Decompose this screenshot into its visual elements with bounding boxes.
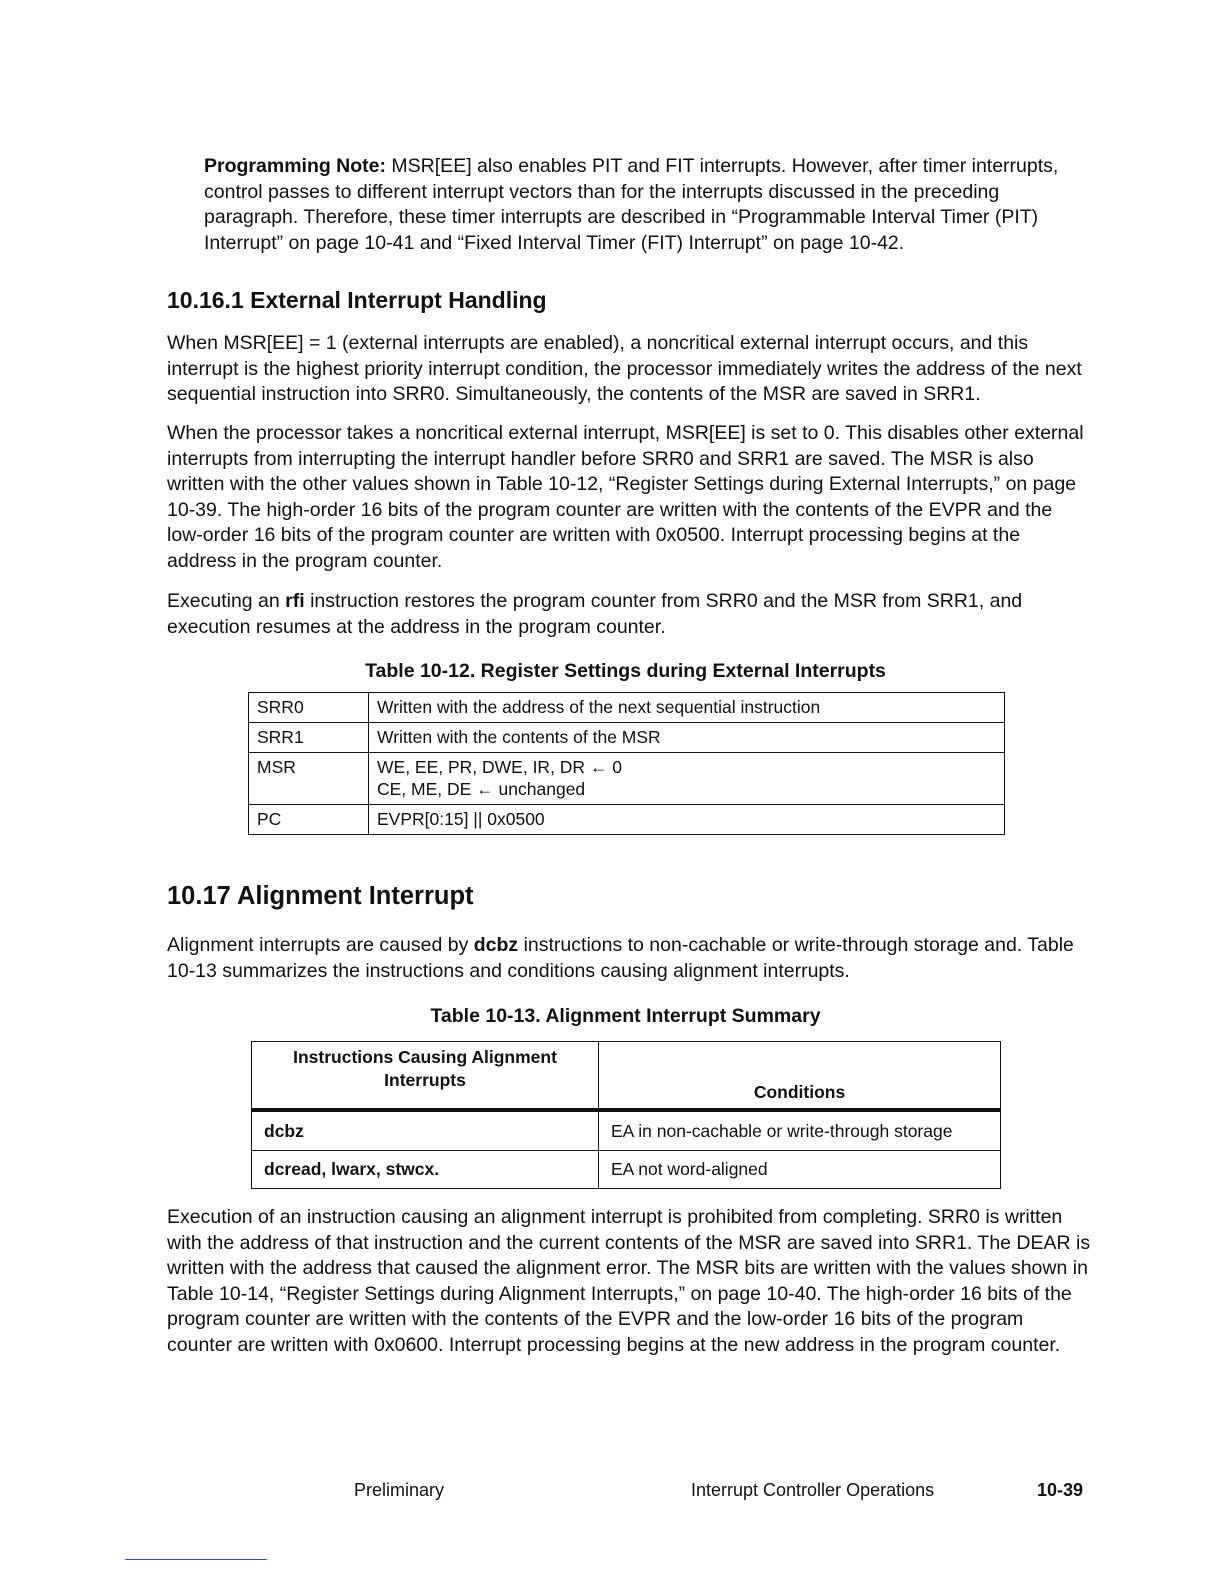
condition-cell: EA not word-aligned xyxy=(599,1151,1001,1189)
register-cell: PC xyxy=(249,805,369,835)
paragraph-rfi-post: instruction restores the program counter from SRR0 and the MSR from SRR1, and execution resumes at the address in the program counter. xyxy=(167,590,1023,638)
setting-line: WE, EE, PR, DWE, IR, DR ← 0 xyxy=(377,757,623,777)
instructions-column-header xyxy=(252,1042,599,1111)
paragraph-alignment-intro xyxy=(167,933,1092,984)
table-row xyxy=(249,723,1005,753)
paragraph-alignment-post: instructions to non-cachable or write-through storage and. Table 10-13 summarizes the instructions and conditions causing alignment interrupts. xyxy=(167,934,1074,982)
instructions-cell: dcbz xyxy=(252,1110,599,1151)
setting-cell: EVPR[0:15] || 0x0500 xyxy=(369,805,1005,835)
programming-note-label: Programming Note: xyxy=(204,155,387,177)
dcbz-instruction: dcbz xyxy=(473,934,519,956)
register-settings-table xyxy=(248,692,1005,835)
paragraph-rfi xyxy=(167,589,1092,640)
register-cell: MSR xyxy=(249,753,369,805)
header-line: Interrupts xyxy=(384,1070,466,1090)
table-10-12-caption: Table 10-12. Register Settings during External Interrupts xyxy=(365,660,886,682)
paragraph-external-interrupt-2: When the processor takes a noncritical external interrupt, MSR[EE] is set to 0. This disables other external interrupts from interrupting the interrupt handler before SRR0 and SRR1 are saved. The MSR is also written with the other values shown in Table 10-12, “Register Settings during External Interrupts,” on page 10-39. The high-order 16 bits of the program counter are written with the contents of the EVPR and the low-order 16 bits of the program counter are written with 0x0500. Interrupt processing begins at the address in the program counter. xyxy=(167,422,1084,572)
register-cell: SRR1 xyxy=(249,723,369,753)
scan-underline-mark xyxy=(125,1559,267,1560)
setting-line: CE, ME, DE ← unchanged xyxy=(377,779,586,799)
table-row xyxy=(252,1151,1001,1189)
paragraph-alignment-pre: Alignment interrupts are caused by xyxy=(167,934,474,956)
table-10-13-caption: Table 10-13. Alignment Interrupt Summary xyxy=(430,1005,821,1027)
footer-page-number: 10-39 xyxy=(1037,1480,1084,1500)
setting-cell: Written with the address of the next sequential instruction xyxy=(369,693,1005,723)
register-cell: SRR0 xyxy=(249,693,369,723)
paragraph-alignment-execution: Execution of an instruction causing an alignment interrupt is prohibited from completing. SRR0 is written with the address of that instruction and the current contents of the MSR are saved into SRR1. The DEAR is written with the address that caused the alignment error. The MSR bits are written with the values shown in Table 10-14, “Register Settings during Alignment Interrupts,” on page 10-40. The high-order 16 bits of the program counter are written with the contents of the EVPR and the low-order 16 bits of the program counter are written with 0x0600. Interrupt processing begins at the new address in the program counter. xyxy=(167,1206,1091,1356)
setting-cell: Written with the contents of the MSR xyxy=(369,723,1005,753)
programming-note-text: MSR[EE] also enables PIT and FIT interrupts. However, after timer interrupts, control passes to different interrupt vectors than for the interrupts discussed in the preceding paragraph. Therefore, these timer interrupts are described in “Programmable Interval Timer (PIT) Interrupt” on page 10-41 and “Fixed Interval Timer (FIT) Interrupt” on page 10-42. xyxy=(204,155,1059,254)
footer-preliminary: Preliminary xyxy=(354,1480,445,1500)
header-line: Instructions Causing Alignment xyxy=(293,1047,557,1067)
paragraph-rfi-pre: Executing an xyxy=(167,590,286,612)
table-header-row xyxy=(252,1042,1001,1111)
programming-note xyxy=(204,154,1084,256)
condition-cell: EA in non-cachable or write-through storage xyxy=(599,1110,1001,1151)
section-heading-10-17: 10.17 Alignment Interrupt xyxy=(167,882,474,910)
instructions-cell: dcread, lwarx, stwcx. xyxy=(252,1151,599,1189)
paragraph-external-interrupt-1: When MSR[EE] = 1 (external interrupts are enabled), a noncritical external interrupt occurs, and this interrupt is the highest priority interrupt condition, the processor immediately writes the address of the next sequential instruction into SRR0. Simultaneously, the contents of the MSR are saved in SRR1. xyxy=(167,332,1082,405)
setting-cell xyxy=(369,753,1005,805)
conditions-column-header: Conditions xyxy=(599,1042,1001,1111)
table-row xyxy=(252,1110,1001,1151)
rfi-instruction: rfi xyxy=(285,590,305,612)
table-row xyxy=(249,753,1005,805)
footer-chapter-title: Interrupt Controller Operations xyxy=(691,1480,935,1500)
table-row xyxy=(249,805,1005,835)
section-heading-10-16-1: 10.16.1 External Interrupt Handling xyxy=(167,287,547,313)
alignment-interrupt-table xyxy=(251,1041,1001,1189)
table-row xyxy=(249,693,1005,723)
